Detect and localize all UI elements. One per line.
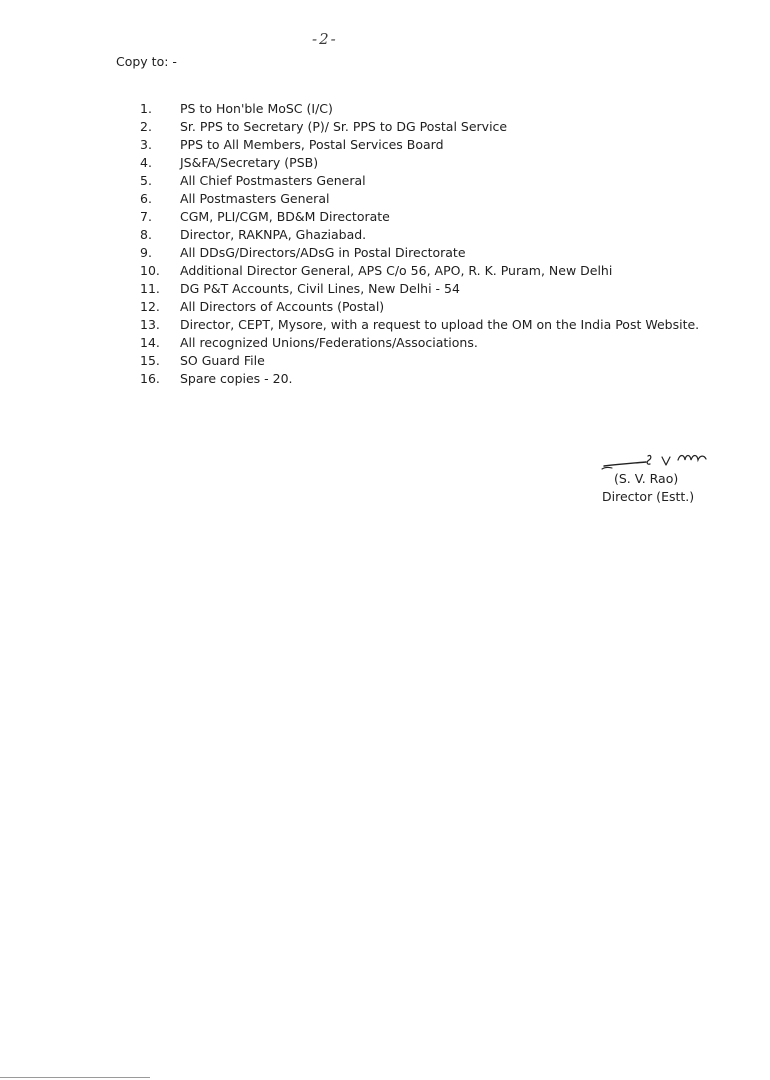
scan-edge-line	[0, 1077, 150, 1078]
list-item	[140, 118, 705, 136]
list-item	[140, 136, 705, 154]
item-number: 15.	[140, 353, 160, 368]
item-number: 9.	[140, 245, 152, 260]
list-item	[140, 280, 705, 298]
item-number: 12.	[140, 299, 160, 314]
item-text: All Chief Postmasters General	[180, 173, 366, 188]
item-text: PS to Hon'ble MoSC (I/C)	[180, 101, 333, 116]
item-number: 10.	[140, 263, 160, 278]
signatory-name: (S. V. Rao)	[614, 471, 679, 486]
item-number: 11.	[140, 281, 160, 296]
signatory-designation: Director (Estt.)	[602, 489, 695, 504]
page-number: -2-	[312, 30, 338, 48]
item-text: CGM, PLI/CGM, BD&M Directorate	[180, 209, 390, 224]
item-text: Additional Director General, APS C/o 56, APO, R. K. Puram, New Delhi	[180, 263, 613, 278]
list-item	[140, 154, 705, 172]
item-text: Spare copies - 20.	[180, 371, 293, 386]
item-number: 1.	[140, 101, 152, 116]
item-text: DG P&T Accounts, Civil Lines, New Delhi - 54	[180, 281, 460, 296]
list-item	[140, 244, 705, 262]
item-number: 5.	[140, 173, 152, 188]
list-item	[140, 100, 705, 118]
item-number: 14.	[140, 335, 160, 350]
list-item	[140, 190, 705, 208]
item-number: 16.	[140, 371, 160, 386]
item-text: PPS to All Members, Postal Services Board	[180, 137, 444, 152]
item-text: All Postmasters General	[180, 191, 330, 206]
item-text: All recognized Unions/Federations/Associations.	[180, 335, 478, 350]
list-item	[140, 334, 705, 352]
list-item	[140, 370, 705, 388]
item-number: 8.	[140, 227, 152, 242]
item-text: JS&FA/Secretary (PSB)	[180, 155, 319, 170]
list-item	[140, 298, 705, 316]
item-number: 13.	[140, 317, 160, 332]
list-item	[140, 316, 705, 334]
item-text: Sr. PPS to Secretary (P)/ Sr. PPS to DG Postal Service	[180, 119, 508, 134]
item-text: Director, CEPT, Mysore, with a request to upload the OM on the India Post Website.	[180, 317, 700, 332]
item-text: SO Guard File	[180, 353, 265, 368]
list-item	[140, 208, 705, 226]
copy-to-label: Copy to: -	[116, 54, 177, 69]
item-text: All DDsG/Directors/ADsG in Postal Directorate	[180, 245, 466, 260]
item-text: Director, RAKNPA, Ghaziabad.	[180, 227, 367, 242]
list-item	[140, 226, 705, 244]
distribution-list	[140, 100, 705, 388]
item-number: 4.	[140, 155, 152, 170]
item-number: 2.	[140, 119, 152, 134]
list-item	[140, 172, 705, 190]
item-number: 7.	[140, 209, 152, 224]
item-number: 3.	[140, 137, 152, 152]
list-item	[140, 352, 705, 370]
item-number: 6.	[140, 191, 152, 206]
item-text: All Directors of Accounts (Postal)	[180, 299, 385, 314]
list-item	[140, 262, 705, 280]
